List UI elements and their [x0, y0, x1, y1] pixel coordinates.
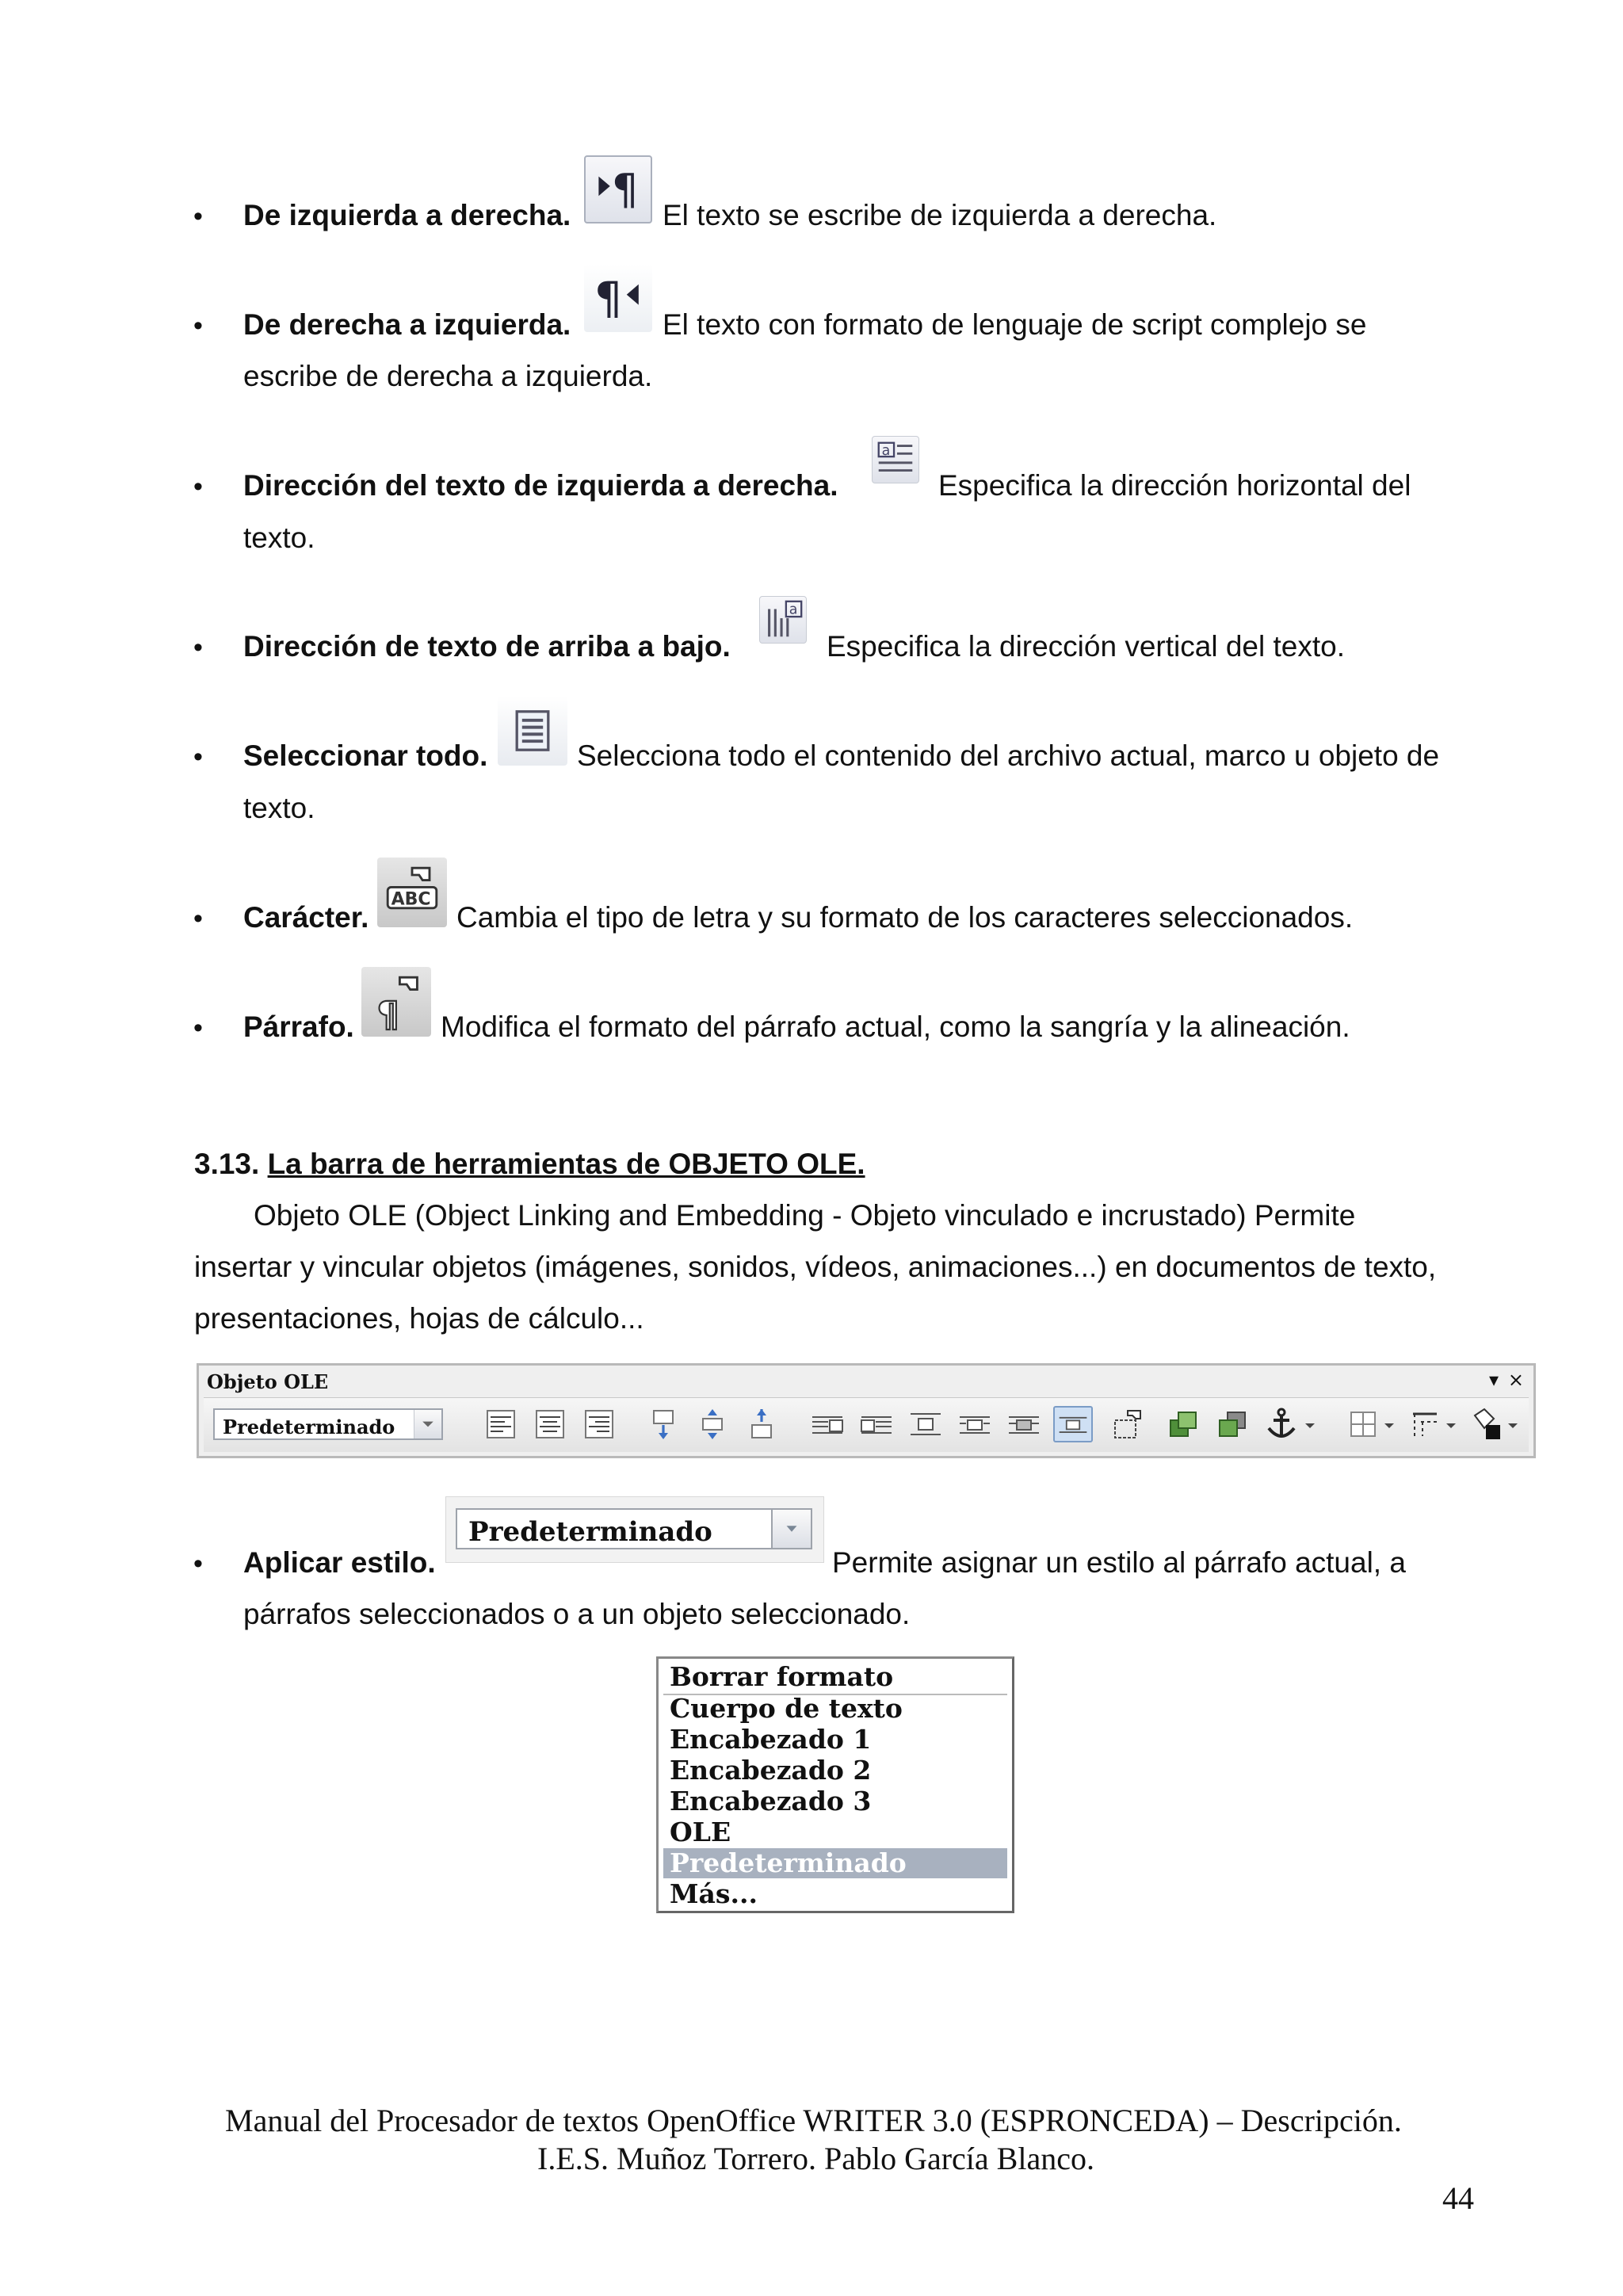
style-dropdown-list: [656, 1656, 1014, 1913]
bullet-marker: •: [193, 201, 203, 231]
page-number: 44: [1442, 2180, 1474, 2216]
bullet-desc: Cambia el tipo de letra y su formato de los caracteres seleccionados.: [456, 901, 1354, 934]
bullet-marker: •: [193, 742, 203, 772]
apply-style-desc: Permite asignar un estilo al párrafo actual, a: [832, 1546, 1406, 1579]
bullet-marker: •: [193, 904, 203, 934]
dropdown-item[interactable]: Encabezado 1: [670, 1724, 872, 1755]
wrap-background-icon[interactable]: [1053, 1406, 1093, 1442]
svg-text:a: a: [881, 443, 891, 460]
dropdown-item[interactable]: Más...: [670, 1878, 758, 1909]
borders-icon[interactable]: [1345, 1406, 1400, 1442]
bullet-desc: El texto se escribe de izquierda a derecha.: [663, 199, 1217, 231]
bullet-marker: •: [193, 632, 203, 663]
bullet-desc: Especifica la dirección vertical del texto.: [827, 630, 1345, 663]
wrap-optimal-icon[interactable]: [955, 1406, 995, 1442]
style-select-value: Predeterminado: [223, 1415, 395, 1438]
apply-style-field[interactable]: [456, 1508, 773, 1549]
bullet-title: Seleccionar todo.: [243, 739, 488, 772]
bullet-desc-cont: texto.: [243, 792, 315, 824]
character-icon: [377, 858, 447, 927]
bullet-marker: •: [193, 311, 203, 341]
apply-style-desc-cont: párrafos seleccionados o a un objeto seleccionado.: [243, 1598, 911, 1630]
bullet-title: De derecha a izquierda.: [243, 308, 571, 341]
footer-line: I.E.S. Muñoz Torrero. Pablo García Blanco.: [537, 2141, 1094, 2176]
wrap-page-icon[interactable]: [857, 1406, 896, 1442]
align-right-icon[interactable]: [579, 1406, 619, 1442]
bullet-desc: El texto con formato de lenguaje de script complejo se: [663, 308, 1367, 341]
bullet-marker: •: [193, 1549, 203, 1579]
dropdown-item[interactable]: Encabezado 2: [670, 1755, 872, 1786]
svg-text:¶: ¶: [594, 273, 623, 325]
bullet-desc: Especifica la dirección horizontal del: [938, 469, 1411, 502]
bullet-title: Párrafo.: [243, 1010, 354, 1043]
bullet-title: Dirección del texto de izquierda a derecha.: [243, 469, 838, 502]
chevron-down-icon[interactable]: [414, 1410, 441, 1438]
align-middle-icon[interactable]: [693, 1406, 733, 1442]
dropdown-item-selected[interactable]: Predeterminado: [663, 1848, 1007, 1878]
dropdown-item[interactable]: Borrar formato: [670, 1661, 894, 1692]
anchor-icon[interactable]: [1262, 1406, 1318, 1442]
dropdown-item[interactable]: Cuerpo de texto: [670, 1693, 903, 1724]
svg-text:ABC: ABC: [391, 889, 431, 910]
svg-text:¶: ¶: [376, 994, 399, 1035]
border-style-icon[interactable]: [1407, 1406, 1462, 1442]
toolbar-close-icon[interactable]: ×: [1507, 1369, 1524, 1391]
bullet-title: De izquierda a derecha.: [243, 199, 571, 231]
ole-toolbar: [197, 1363, 1536, 1458]
section-heading: [194, 1149, 865, 1179]
rtl-paragraph-icon: [584, 264, 652, 332]
apply-style-title: Aplicar estilo.: [243, 1546, 436, 1579]
section-number: 3.13.: [194, 1148, 260, 1180]
align-center-icon[interactable]: [530, 1406, 570, 1442]
vertical-text-icon: [759, 596, 807, 644]
svg-text:a: a: [789, 602, 798, 618]
dropdown-item[interactable]: Encabezado 3: [670, 1786, 872, 1817]
bullet-desc: Selecciona todo el contenido del archivo actual, marco u objeto de: [577, 739, 1440, 772]
border-color-icon[interactable]: [1468, 1406, 1524, 1442]
bullet-desc: Modifica el formato del párrafo actual, como la sangría y la alineación.: [441, 1010, 1350, 1043]
bullet-title: Carácter.: [243, 901, 369, 934]
apply-style-value: Predeterminado: [468, 1516, 712, 1548]
send-to-back-icon[interactable]: [1213, 1406, 1253, 1442]
style-select[interactable]: [213, 1408, 443, 1440]
section-paragraph-line: insertar y vincular objetos (imágenes, sonidos, vídeos, animaciones...) en documentos de texto,: [194, 1251, 1437, 1283]
bullet-desc-cont: texto.: [243, 521, 315, 554]
footer-line: Manual del Procesador de textos OpenOffice WRITER 3.0 (ESPRONCEDA) – Descripción.: [225, 2103, 1402, 2138]
bring-to-front-icon[interactable]: [1164, 1406, 1204, 1442]
wrap-off-icon[interactable]: [808, 1406, 847, 1442]
section-paragraph-line: Objeto OLE (Object Linking and Embedding - Objeto vinculado e incrustado) Permite: [254, 1199, 1356, 1232]
horizontal-text-icon: [872, 436, 919, 483]
dropdown-item[interactable]: OLE: [670, 1817, 731, 1847]
apply-style-select[interactable]: [445, 1496, 824, 1563]
svg-text:¶: ¶: [611, 165, 639, 215]
wrap-through-icon[interactable]: [1004, 1406, 1044, 1442]
align-bottom-icon[interactable]: [743, 1406, 782, 1442]
chevron-down-icon[interactable]: [773, 1508, 812, 1549]
align-left-icon[interactable]: [481, 1406, 521, 1442]
toolbar-title: Objeto OLE: [207, 1370, 329, 1393]
section-title: La barra de herramientas de OBJETO OLE.: [267, 1148, 865, 1180]
paragraph-icon: [361, 967, 431, 1037]
bullet-title: Dirección de texto de arriba a bajo.: [243, 630, 731, 663]
section-paragraph-line: presentaciones, hojas de cálculo...: [194, 1302, 644, 1335]
object-properties-icon[interactable]: [1109, 1406, 1148, 1442]
select-all-icon: [498, 696, 567, 766]
toolbar-menu-icon[interactable]: ▾: [1488, 1369, 1499, 1391]
toolbar-buttons-row: [204, 1397, 1529, 1452]
ltr-paragraph-icon: [584, 155, 652, 223]
wrap-none-icon[interactable]: [906, 1406, 945, 1442]
align-top-icon[interactable]: [644, 1406, 684, 1442]
bullet-marker: •: [193, 472, 203, 502]
bullet-marker: •: [193, 1013, 203, 1043]
bullet-desc-cont: escribe de derecha a izquierda.: [243, 360, 653, 392]
